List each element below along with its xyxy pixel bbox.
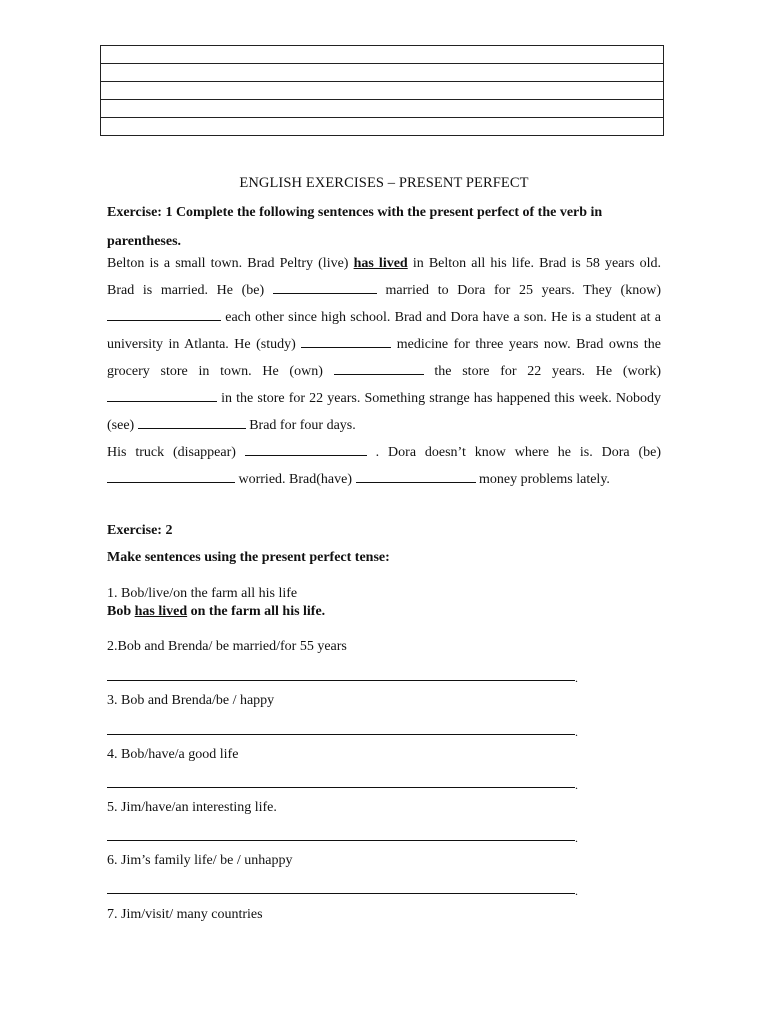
blank-have[interactable] [356,467,476,483]
page-title: ENGLISH EXERCISES – PRESENT PERFECT [239,175,529,191]
line-end-mark: . [575,725,578,739]
example-answer: Bob has lived on the farm all his life. [107,604,326,619]
table-row [101,118,664,136]
table-row [101,46,664,64]
text-segment: in Belton all his life. Brad is 58 years old. Brad is married. He (be) [107,256,661,298]
list-item: 7. Jim/visit/ many countries [107,907,263,922]
table-row [101,64,664,82]
line-end-mark: . [575,778,578,792]
line-end-mark: . [575,831,578,845]
text-segment: worried. Brad(have) [235,472,356,487]
exercise2-title: Exercise: 2 [107,523,173,538]
text-segment: each other since high school. Brad and Dora have a son. He is a student at a university in Atlanta. He (study) [107,310,661,352]
header-lines-table [100,45,664,136]
answer-line-3[interactable] [107,734,575,735]
text-segment: . Dora doesn’t know where he is. Dora (be) [366,445,661,460]
blank-know[interactable] [107,305,221,321]
text-segment: His truck (disappear) [107,445,245,460]
table-row [101,100,664,118]
line-end-mark: . [575,884,578,898]
text-segment: Brad for four days. [245,418,356,433]
list-item: 6. Jim’s family life/ be / unhappy [107,853,293,868]
answer-line-6[interactable] [107,893,575,894]
answer-line-5[interactable] [107,840,575,841]
list-item: 4. Bob/have/a good life [107,747,239,762]
text-segment: the store for 22 years. He (work) [423,364,661,379]
blank-see[interactable] [138,413,246,429]
blank-study[interactable] [301,332,391,348]
example-prompt: 1. Bob/live/on the farm all his life [107,586,298,601]
blank-be[interactable] [273,278,377,294]
blank-work[interactable] [107,386,217,402]
list-item: 5. Jim/have/an interesting life. [107,800,277,815]
text-segment: medicine for three years now. Brad owns the grocery store in town. He (own) [107,337,661,379]
table-row [101,82,664,100]
exercise1-paragraph [107,250,661,493]
text-segment: money problems lately. [475,472,610,487]
text-segment: Belton is a small town. Brad Peltry (live) [107,256,354,271]
blank-be-worried[interactable] [107,467,235,483]
line-end-mark: . [575,671,578,685]
answer-line-4[interactable] [107,787,575,788]
list-item: 2.Bob and Brenda/ be married/for 55 years [107,639,347,654]
list-item: 3. Bob and Brenda/be / happy [107,693,275,708]
blank-disappear[interactable] [245,440,367,456]
example-answer-blank: has lived [353,256,408,271]
text-segment: married to Dora for 25 years. They (know) [376,283,661,298]
text-segment: in the store for 22 years. Something strange has happened this week. Nobody (see) [107,391,661,433]
exercise2-instruction: Make sentences using the present perfect tense: [107,550,390,565]
answer-line-2[interactable] [107,680,575,681]
exercise1-heading: Exercise: 1 Complete the following sentences with the present perfect of the verb in parentheses. [107,205,603,249]
blank-own[interactable] [334,359,424,375]
